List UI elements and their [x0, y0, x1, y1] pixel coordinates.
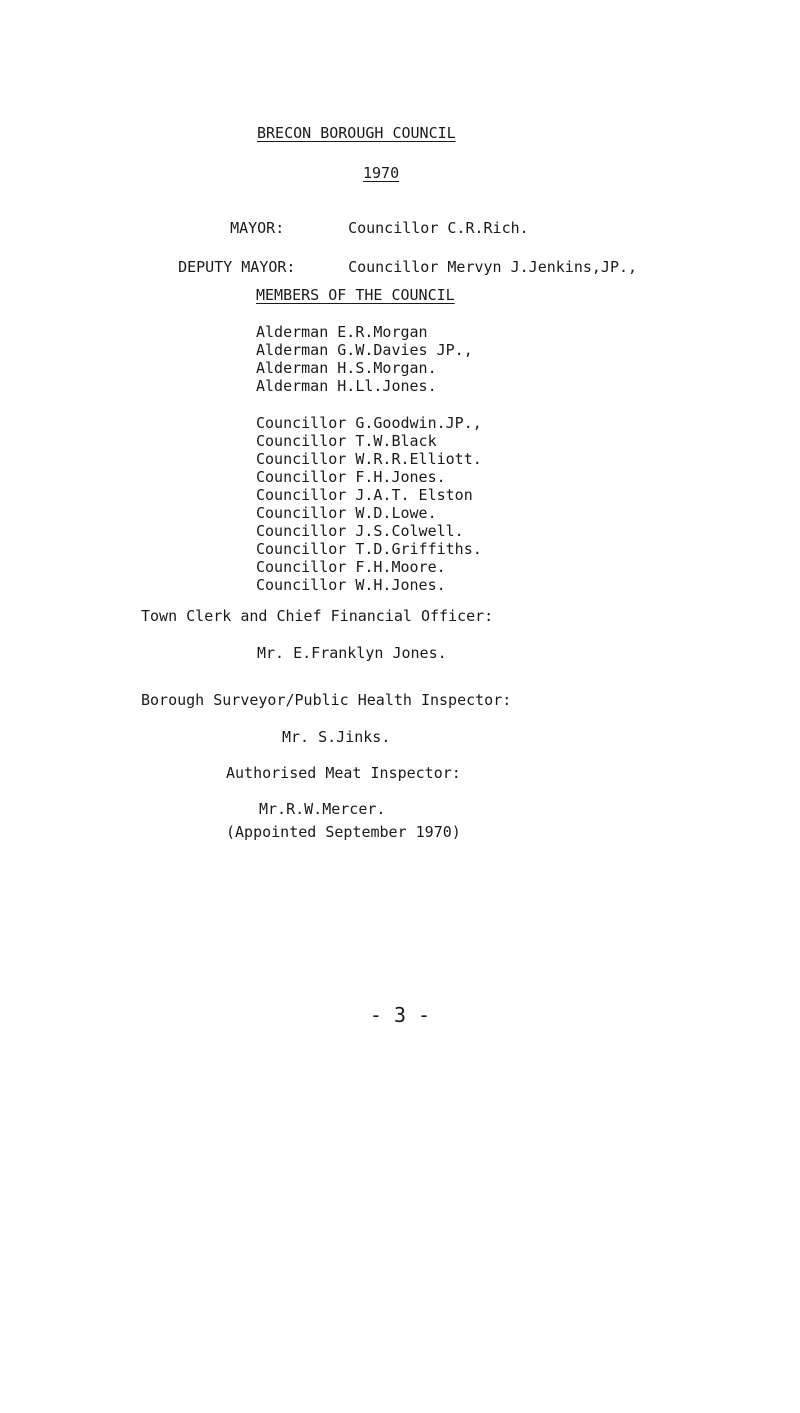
aldermen-list	[256, 323, 473, 395]
mayor-name: Councillor C.R.Rich.	[348, 219, 529, 237]
councillor-item: Councillor T.D.Griffiths.	[256, 540, 482, 558]
page-number: - 3 -	[369, 1003, 431, 1027]
surveyor-name: Mr. S.Jinks.	[282, 728, 391, 746]
mayor-label: MAYOR:	[230, 219, 285, 237]
alderman-item: Alderman H.S.Morgan.	[256, 359, 437, 377]
year-heading: 1970	[363, 164, 400, 182]
meat-inspector-label: Authorised Meat Inspector:	[226, 764, 461, 782]
mayor-entry	[212, 201, 529, 237]
deputy-mayor-label: DEPUTY MAYOR:	[178, 258, 296, 276]
councillor-item: Councillor F.H.Moore.	[256, 558, 446, 576]
deputy-mayor-name: Councillor Mervyn J.Jenkins,JP.,	[348, 258, 638, 276]
councillor-item: Councillor T.W.Black	[256, 432, 437, 450]
town-clerk-label: Town Clerk and Chief Financial Officer:	[141, 607, 494, 625]
alderman-item: Alderman H.Ll.Jones.	[256, 377, 437, 395]
members-heading: MEMBERS OF THE COUNCIL	[256, 286, 455, 304]
councillor-item: Councillor W.H.Jones.	[256, 576, 446, 594]
alderman-item: Alderman G.W.Davies JP.,	[256, 341, 473, 359]
alderman-item: Alderman E.R.Morgan	[256, 323, 428, 341]
councillor-item: Councillor W.D.Lowe.	[256, 504, 437, 522]
surveyor-label: Borough Surveyor/Public Health Inspector:	[141, 691, 512, 709]
deputy-mayor-entry	[160, 240, 637, 276]
councillor-item: Councillor J.S.Colwell.	[256, 522, 464, 540]
council-title: BRECON BOROUGH COUNCIL	[257, 124, 456, 142]
meat-inspector-name: Mr.R.W.Mercer.	[259, 800, 386, 818]
meat-inspector-note: (Appointed September 1970)	[226, 823, 461, 841]
councillors-list	[256, 414, 482, 594]
councillor-item: Councillor W.R.R.Elliott.	[256, 450, 482, 468]
councillor-item: Councillor F.H.Jones.	[256, 468, 446, 486]
town-clerk-name: Mr. E.Franklyn Jones.	[257, 644, 447, 662]
councillor-item: Councillor G.Goodwin.JP.,	[256, 414, 482, 432]
councillor-item: Councillor J.A.T. Elston	[256, 486, 473, 504]
